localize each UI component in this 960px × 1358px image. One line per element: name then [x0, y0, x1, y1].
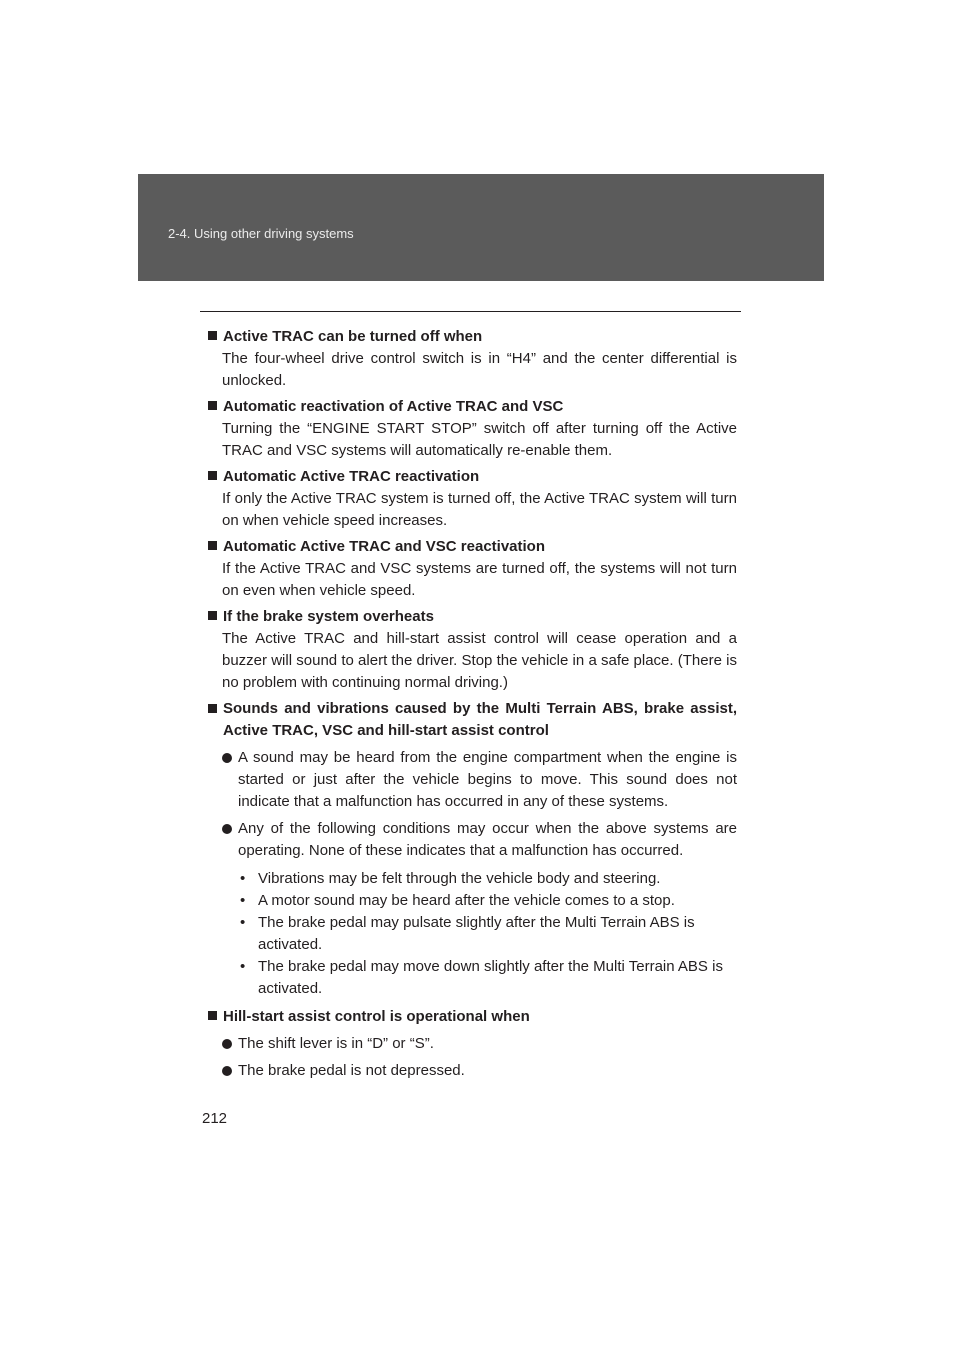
section-heading: Active TRAC can be turned off when	[208, 326, 737, 348]
section-heading: Automatic reactivation of Active TRAC and VSC	[208, 396, 737, 418]
square-bullet-icon	[208, 331, 217, 340]
square-bullet-icon	[208, 471, 217, 480]
section-body: The Active TRAC and hill-start assist control will cease operation and a buzzer will sound to alert the driver. Stop the vehicle in a safe place. (There is no problem with continuing normal driving.)	[222, 630, 737, 691]
list-item: The shift lever is in “D” or “S”.	[208, 1033, 737, 1055]
square-bullet-icon	[208, 1011, 217, 1020]
section-heading: Sounds and vibrations caused by the Multi Terrain ABS, brake assist, Active TRAC, VSC and hill-start assist control	[208, 698, 737, 742]
sub-list-item: • Vibrations may be felt through the vehicle body and steering.	[240, 870, 661, 887]
section-body: If only the Active TRAC system is turned off, the Active TRAC system will turn on when vehicle speed increases.	[222, 490, 737, 529]
header-rule	[200, 311, 741, 312]
round-bullet-icon	[222, 824, 232, 834]
square-bullet-icon	[208, 541, 217, 550]
section-heading: If the brake system overheats	[208, 606, 737, 628]
round-bullet-icon	[222, 1039, 232, 1049]
section-body: If the Active TRAC and VSC systems are turned off, the systems will not turn on even when vehicle speed.	[222, 560, 737, 599]
list-item: A sound may be heard from the engine compartment when the engine is started or just after the vehicle begins to move. This sound does not indicate that a malfunction has occurred in any of these systems.	[208, 747, 737, 813]
sub-list-item: • The brake pedal may move down slightly after the Multi Terrain ABS is activated.	[240, 958, 723, 997]
square-bullet-icon	[208, 611, 217, 620]
chapter-title: 2-4. Using other driving systems	[168, 226, 354, 241]
page-number: 212	[202, 1110, 228, 1127]
section-heading: Hill-start assist control is operational when	[208, 1006, 737, 1028]
list-item: Any of the following conditions may occur when the above systems are operating. None of these indicates that a malfunction has occurred.	[208, 818, 737, 862]
section-body: Turning the “ENGINE START STOP” switch off after turning off the Active TRAC and VSC systems will automatically re-enable them.	[222, 420, 737, 459]
page-content	[208, 326, 737, 1086]
round-bullet-icon	[222, 1066, 232, 1076]
sub-list-item: • The brake pedal may pulsate slightly after the Multi Terrain ABS is activated.	[240, 914, 695, 953]
section-heading: Automatic Active TRAC reactivation	[208, 466, 737, 488]
square-bullet-icon	[208, 401, 217, 410]
round-bullet-icon	[222, 753, 232, 763]
list-item: The brake pedal is not depressed.	[208, 1060, 737, 1082]
sub-list-item: • A motor sound may be heard after the vehicle comes to a stop.	[240, 892, 675, 909]
section-body: The four-wheel drive control switch is in “H4” and the center differential is unlocked.	[222, 350, 737, 389]
section-heading: Automatic Active TRAC and VSC reactivation	[208, 536, 737, 558]
sub-list	[208, 868, 737, 1000]
square-bullet-icon	[208, 704, 217, 713]
page-header	[138, 174, 824, 281]
